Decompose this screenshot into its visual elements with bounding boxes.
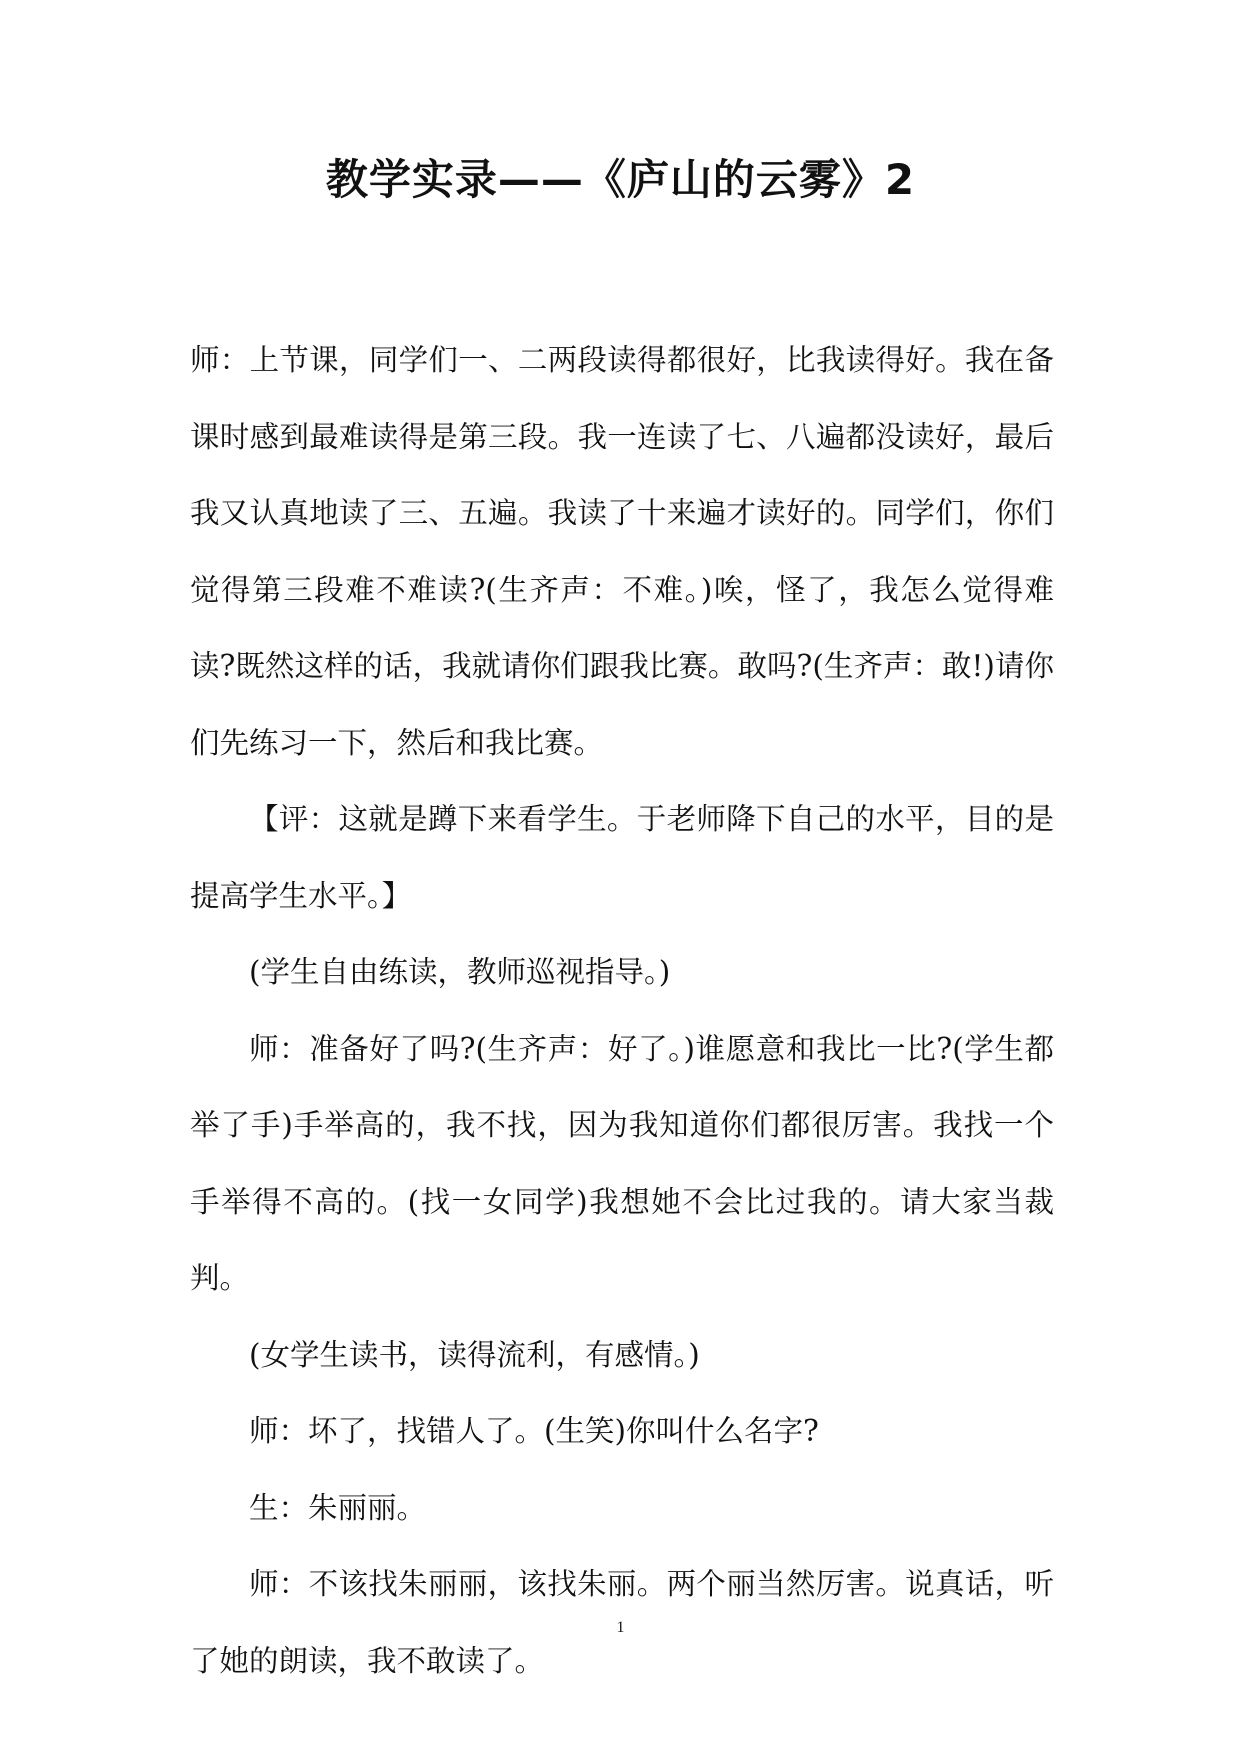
paragraph-stage-direction-reading: (女学生读书，读得流利，有感情。)	[249, 1337, 700, 1372]
document-title: 教学实录——《庐山的云雾》2	[325, 155, 916, 204]
paragraph-commentary: 【评：这就是蹲下来看学生。于老师降下自己的水平，目的是提高学生水平。】	[190, 802, 1054, 913]
document-body	[190, 322, 1054, 1699]
paragraph-teacher-challenge: 师：准备好了吗?(生齐声：好了。)谁愿意和我比一比?(学生都举了手)手举高的，我不找，因为我知道你们都很厉害。我找一个手举得不高的。(找一女同学)我想她不会比过我的。请大家当裁判。	[190, 1031, 1054, 1295]
paragraph-stage-direction-practice: (学生自由练读，教师巡视指导。)	[249, 955, 671, 989]
paragraph-teacher-response: 师：不该找朱丽丽，该找朱丽。两个丽当然厉害。说真话，听了她的朗读，我不敢读了。	[190, 1567, 1054, 1678]
paragraph-teacher-intro: 师：上节课，同学们一、二两段读得都很好，比我读得好。我在备课时感到最难读得是第三段。我一连读了七、八遍都没读好，最后我又认真地读了三、五遍。我读了十来遍才读好的。同学们，你们觉得第三段难不难读?(生齐声：不难。)唉，怪了，我怎么觉得难读?既然这样的话，我就请你们跟我比赛。敢吗?(生齐声：敢!)请你们先练习一下，然后和我比赛。	[190, 343, 1054, 760]
page-number: 1	[616, 1619, 625, 1636]
paragraph-teacher-question: 师：坏了，找错人了。(生笑)你叫什么名字?	[249, 1414, 819, 1448]
paragraph-student-answer: 生：朱丽丽。	[249, 1490, 427, 1525]
